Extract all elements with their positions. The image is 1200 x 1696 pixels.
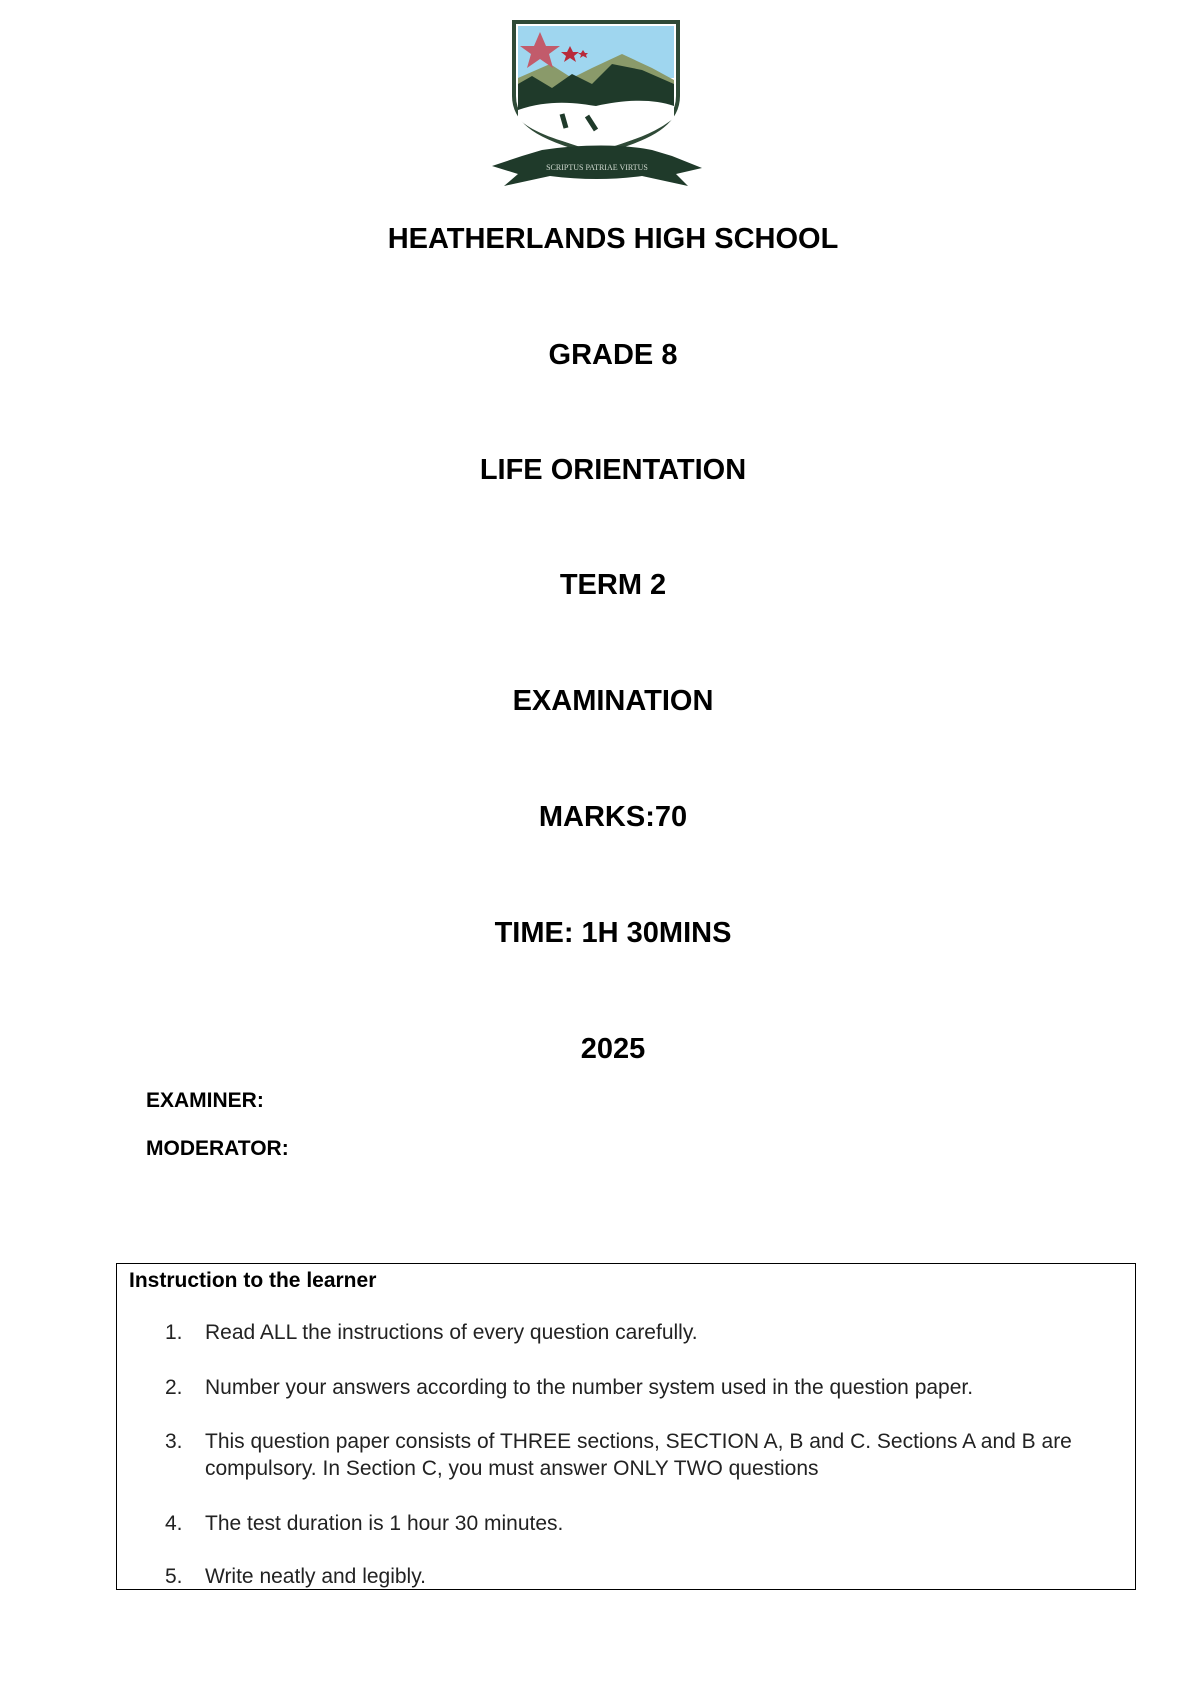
- item-number: 5.: [165, 1565, 183, 1588]
- logo-motto: SCRIPTUS PATRIAE VIRTUS: [546, 163, 648, 172]
- year: 2025: [580, 1033, 646, 1065]
- time: TIME: 1H 30MINS: [494, 917, 732, 949]
- item-text: Read ALL the instructions of every question carefully.: [205, 1321, 698, 1344]
- instruction-item: [165, 1510, 1125, 1537]
- grade: GRADE 8: [548, 339, 678, 371]
- instruction-item: [165, 1428, 1125, 1482]
- item-number: 1.: [165, 1321, 183, 1344]
- instruction-item: [165, 1319, 1125, 1346]
- item-text: Number your answers according to the number system used in the question paper.: [205, 1376, 974, 1399]
- instruction-item: [165, 1563, 1125, 1590]
- instruction-item: [165, 1374, 1125, 1401]
- item-text: The test duration is 1 hour 30 minutes.: [205, 1512, 564, 1535]
- school-name: HEATHERLANDS HIGH SCHOOL: [387, 223, 839, 255]
- moderator-label: MODERATOR:: [146, 1137, 289, 1160]
- school-crest-logo: [492, 18, 702, 190]
- examiner-label: EXAMINER:: [146, 1089, 264, 1112]
- instructions-box: [116, 1263, 1136, 1590]
- term: TERM 2: [559, 569, 667, 601]
- item-number: 3.: [165, 1430, 183, 1453]
- marks: MARKS:70: [538, 801, 688, 833]
- subject: LIFE ORIENTATION: [479, 454, 747, 486]
- item-text: Write neatly and legibly.: [205, 1565, 427, 1588]
- item-text: This question paper consists of THREE sections, SECTION A, B and C. Sections A and B are compulsory. In Section C, you must answer ONLY TWO questions: [205, 1430, 1072, 1480]
- item-number: 4.: [165, 1512, 183, 1535]
- item-number: 2.: [165, 1376, 183, 1399]
- exam-type: EXAMINATION: [512, 685, 714, 717]
- instructions-heading: Instruction to the learner: [129, 1269, 377, 1292]
